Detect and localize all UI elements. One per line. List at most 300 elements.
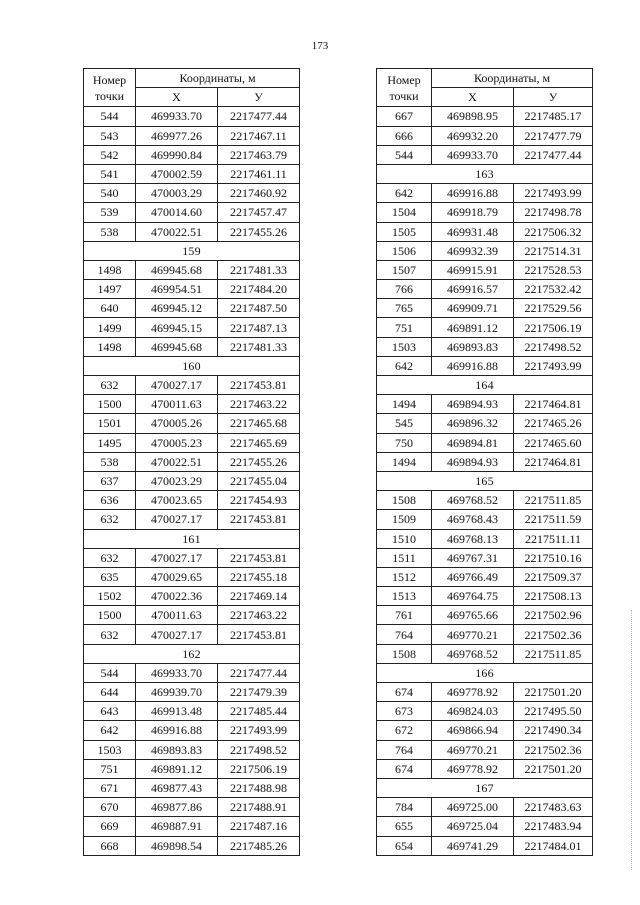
point-number-cell: 643	[84, 702, 136, 721]
coordinates-header: Координаты, м	[136, 69, 300, 88]
y-coordinate-cell: 2217483.94	[514, 817, 593, 836]
y-coordinate-cell: 2217477.44	[514, 145, 593, 164]
y-coordinate-cell: 2217457.47	[218, 203, 300, 222]
y-coordinate-cell: 2217493.99	[514, 184, 593, 203]
point-number-cell: 1511	[377, 548, 432, 567]
point-number-cell: 670	[84, 798, 136, 817]
x-coordinate-cell: 469916.57	[432, 280, 514, 299]
point-number-cell: 1501	[84, 414, 136, 433]
table-row	[84, 164, 300, 183]
section-row	[84, 356, 300, 375]
x-coordinate-cell: 470027.17	[136, 625, 218, 644]
y-coordinate-cell: 2217502.96	[514, 606, 593, 625]
point-number-cell: 542	[84, 145, 136, 164]
table-row	[377, 222, 593, 241]
point-number-cell: 1494	[377, 452, 432, 471]
x-coordinate-cell: 470029.65	[136, 567, 218, 586]
point-number-cell: 538	[84, 452, 136, 471]
point-number-header: Номер точки	[377, 69, 432, 107]
table-row	[377, 433, 593, 452]
y-coordinate-cell: 2217506.19	[218, 759, 300, 778]
point-number-cell: 538	[84, 222, 136, 241]
table-row	[377, 702, 593, 721]
x-coordinate-cell: 469909.71	[432, 299, 514, 318]
table-row	[377, 510, 593, 529]
table-row	[84, 663, 300, 682]
point-number-cell: 1508	[377, 491, 432, 510]
coordinates-header: Координаты, м	[432, 69, 593, 88]
y-coordinate-cell: 2217481.33	[218, 337, 300, 356]
section-row	[84, 644, 300, 663]
point-number-cell: 765	[377, 299, 432, 318]
table-row	[377, 280, 593, 299]
x-coordinate-cell: 469877.86	[136, 798, 218, 817]
point-number-cell: 632	[84, 510, 136, 529]
x-coordinate-cell: 469765.66	[432, 606, 514, 625]
x-coordinate-cell: 469778.92	[432, 759, 514, 778]
table-row	[84, 567, 300, 586]
x-coordinate-cell: 469916.88	[432, 184, 514, 203]
table-row	[84, 433, 300, 452]
y-coordinate-cell: 2217488.91	[218, 798, 300, 817]
table-row	[377, 529, 593, 548]
y-coordinate-cell: 2217510.16	[514, 548, 593, 567]
y-coordinate-cell: 2217479.39	[218, 683, 300, 702]
x-coordinate-cell: 470023.65	[136, 491, 218, 510]
scan-edge-marks	[631, 610, 634, 870]
coordinates-table-left	[83, 68, 300, 856]
table-row	[84, 260, 300, 279]
section-number: 163	[377, 164, 593, 183]
x-coordinate-cell: 470027.17	[136, 548, 218, 567]
table-row	[377, 126, 593, 145]
x-coordinate-cell: 469866.94	[432, 721, 514, 740]
point-number-cell: 674	[377, 759, 432, 778]
y-coordinate-cell: 2217469.14	[218, 587, 300, 606]
table-row	[377, 625, 593, 644]
table-row	[84, 836, 300, 855]
point-number-cell: 1503	[377, 337, 432, 356]
x-coordinate-cell: 469913.48	[136, 702, 218, 721]
x-coordinate-cell: 469768.43	[432, 510, 514, 529]
x-coordinate-cell: 469887.91	[136, 817, 218, 836]
table-row	[377, 606, 593, 625]
y-coordinate-cell: 2217461.11	[218, 164, 300, 183]
x-coordinate-cell: 469933.70	[136, 107, 218, 126]
table-row	[377, 721, 593, 740]
x-coordinate-cell: 469932.39	[432, 241, 514, 260]
y-coordinate-cell: 2217502.36	[514, 740, 593, 759]
x-coordinate-cell: 469939.70	[136, 683, 218, 702]
point-number-cell: 632	[84, 625, 136, 644]
y-coordinate-cell: 2217455.26	[218, 452, 300, 471]
x-coordinate-cell: 469933.70	[432, 145, 514, 164]
table-row	[377, 683, 593, 702]
y-column-header: У	[218, 88, 300, 107]
point-number-cell: 635	[84, 567, 136, 586]
point-number-cell: 1509	[377, 510, 432, 529]
y-coordinate-cell: 2217488.98	[218, 778, 300, 797]
table-row	[377, 318, 593, 337]
x-coordinate-cell: 469898.95	[432, 107, 514, 126]
section-number: 160	[84, 356, 300, 375]
page-number: 173	[311, 40, 329, 52]
y-coordinate-cell: 2217498.52	[514, 337, 593, 356]
y-coordinate-cell: 2217487.50	[218, 299, 300, 318]
table-row	[84, 203, 300, 222]
y-coordinate-cell: 2217463.22	[218, 606, 300, 625]
point-number-cell: 761	[377, 606, 432, 625]
x-coordinate-cell: 470011.63	[136, 606, 218, 625]
point-number-cell: 544	[84, 663, 136, 682]
table-row	[84, 395, 300, 414]
table-row	[377, 184, 593, 203]
table-row	[377, 644, 593, 663]
table-row	[377, 491, 593, 510]
x-coordinate-cell: 469933.70	[136, 663, 218, 682]
point-number-cell: 642	[377, 184, 432, 203]
point-number-cell: 636	[84, 491, 136, 510]
table-row	[84, 740, 300, 759]
y-coordinate-cell: 2217453.81	[218, 510, 300, 529]
y-coordinate-cell: 2217514.31	[514, 241, 593, 260]
x-coordinate-cell: 469770.21	[432, 740, 514, 759]
y-coordinate-cell: 2217460.92	[218, 184, 300, 203]
y-coordinate-cell: 2217508.13	[514, 587, 593, 606]
y-coordinate-cell: 2217465.68	[218, 414, 300, 433]
table-row	[84, 376, 300, 395]
table-row	[84, 414, 300, 433]
table-row	[377, 817, 593, 836]
section-row	[377, 471, 593, 490]
point-number-cell: 540	[84, 184, 136, 203]
table-row	[377, 798, 593, 817]
y-coordinate-cell: 2217477.44	[218, 107, 300, 126]
point-number-cell: 637	[84, 471, 136, 490]
x-coordinate-cell: 469764.75	[432, 587, 514, 606]
y-coordinate-cell: 2217487.16	[218, 817, 300, 836]
x-coordinate-cell: 469768.52	[432, 491, 514, 510]
table-row	[377, 299, 593, 318]
point-number-cell: 1499	[84, 318, 136, 337]
point-number-cell: 642	[377, 356, 432, 375]
y-coordinate-cell: 2217490.34	[514, 721, 593, 740]
y-coordinate-cell: 2217511.11	[514, 529, 593, 548]
y-coordinate-cell: 2217465.26	[514, 414, 593, 433]
x-coordinate-cell: 469725.04	[432, 817, 514, 836]
y-coordinate-cell: 2217487.13	[218, 318, 300, 337]
table-row	[84, 606, 300, 625]
point-number-cell: 544	[84, 107, 136, 126]
y-coordinate-cell: 2217501.20	[514, 759, 593, 778]
y-coordinate-cell: 2217465.60	[514, 433, 593, 452]
x-coordinate-cell: 470022.36	[136, 587, 218, 606]
point-number-cell: 1497	[84, 280, 136, 299]
x-coordinate-cell: 469894.93	[432, 395, 514, 414]
x-coordinate-cell: 469916.88	[432, 356, 514, 375]
table-row	[84, 491, 300, 510]
point-number-cell: 1513	[377, 587, 432, 606]
x-coordinate-cell: 469894.93	[432, 452, 514, 471]
y-coordinate-cell: 2217501.20	[514, 683, 593, 702]
table-row	[84, 510, 300, 529]
x-coordinate-cell: 469915.91	[432, 260, 514, 279]
x-coordinate-cell: 469824.03	[432, 702, 514, 721]
table-row	[84, 337, 300, 356]
point-number-cell: 751	[377, 318, 432, 337]
x-coordinate-cell: 470027.17	[136, 376, 218, 395]
y-coordinate-cell: 2217484.01	[514, 836, 593, 855]
y-coordinate-cell: 2217481.33	[218, 260, 300, 279]
point-number-cell: 545	[377, 414, 432, 433]
table-row	[377, 452, 593, 471]
point-number-cell: 750	[377, 433, 432, 452]
table-row	[84, 683, 300, 702]
table-row	[84, 625, 300, 644]
section-row	[377, 778, 593, 797]
x-coordinate-cell: 469778.92	[432, 683, 514, 702]
y-coordinate-cell: 2217511.59	[514, 510, 593, 529]
section-number: 164	[377, 376, 593, 395]
y-coordinate-cell: 2217493.99	[218, 721, 300, 740]
section-row	[84, 241, 300, 260]
table-row	[84, 702, 300, 721]
table-row	[377, 567, 593, 586]
point-number-cell: 672	[377, 721, 432, 740]
table-row	[84, 548, 300, 567]
x-coordinate-cell: 469891.12	[136, 759, 218, 778]
point-number-cell: 1494	[377, 395, 432, 414]
x-coordinate-cell: 470011.63	[136, 395, 218, 414]
x-coordinate-cell: 469898.54	[136, 836, 218, 855]
point-number-cell: 1495	[84, 433, 136, 452]
table-row	[84, 318, 300, 337]
x-coordinate-cell: 469932.20	[432, 126, 514, 145]
x-coordinate-cell: 469770.21	[432, 625, 514, 644]
y-coordinate-cell: 2217477.79	[514, 126, 593, 145]
y-coordinate-cell: 2217485.44	[218, 702, 300, 721]
point-number-cell: 666	[377, 126, 432, 145]
point-number-cell: 674	[377, 683, 432, 702]
point-number-cell: 673	[377, 702, 432, 721]
x-coordinate-cell: 469767.31	[432, 548, 514, 567]
x-coordinate-cell: 469725.00	[432, 798, 514, 817]
point-number-cell: 1506	[377, 241, 432, 260]
y-coordinate-cell: 2217528.53	[514, 260, 593, 279]
x-coordinate-cell: 470003.29	[136, 184, 218, 203]
x-coordinate-cell: 469768.13	[432, 529, 514, 548]
point-number-cell: 544	[377, 145, 432, 164]
y-coordinate-cell: 2217453.81	[218, 548, 300, 567]
table-row	[84, 471, 300, 490]
point-number-cell: 1507	[377, 260, 432, 279]
y-coordinate-cell: 2217529.56	[514, 299, 593, 318]
x-coordinate-cell: 470027.17	[136, 510, 218, 529]
y-coordinate-cell: 2217465.69	[218, 433, 300, 452]
table-row	[377, 759, 593, 778]
x-coordinate-cell: 470022.51	[136, 452, 218, 471]
point-number-cell: 640	[84, 299, 136, 318]
x-coordinate-cell: 470002.59	[136, 164, 218, 183]
point-number-cell: 751	[84, 759, 136, 778]
table-row	[377, 203, 593, 222]
x-coordinate-cell: 470023.29	[136, 471, 218, 490]
section-number: 159	[84, 241, 300, 260]
y-coordinate-cell: 2217483.63	[514, 798, 593, 817]
section-number: 162	[84, 644, 300, 663]
section-number: 166	[377, 663, 593, 682]
y-coordinate-cell: 2217485.26	[218, 836, 300, 855]
x-coordinate-cell: 469894.81	[432, 433, 514, 452]
point-number-cell: 668	[84, 836, 136, 855]
table-row	[377, 587, 593, 606]
point-number-cell: 1510	[377, 529, 432, 548]
y-coordinate-cell: 2217464.81	[514, 395, 593, 414]
point-number-cell: 1508	[377, 644, 432, 663]
x-coordinate-cell: 469877.43	[136, 778, 218, 797]
y-coordinate-cell: 2217454.93	[218, 491, 300, 510]
point-number-cell: 1505	[377, 222, 432, 241]
table-row	[377, 836, 593, 855]
section-number: 167	[377, 778, 593, 797]
table-row	[377, 241, 593, 260]
x-coordinate-cell: 469891.12	[432, 318, 514, 337]
point-number-cell: 1512	[377, 567, 432, 586]
point-number-cell: 654	[377, 836, 432, 855]
y-coordinate-cell: 2217467.11	[218, 126, 300, 145]
y-coordinate-cell: 2217485.17	[514, 107, 593, 126]
x-coordinate-cell: 469766.49	[432, 567, 514, 586]
table-row	[377, 145, 593, 164]
point-number-cell: 1504	[377, 203, 432, 222]
y-coordinate-cell: 2217455.18	[218, 567, 300, 586]
x-coordinate-cell: 469945.68	[136, 337, 218, 356]
point-number-cell: 1502	[84, 587, 136, 606]
point-number-cell: 1498	[84, 337, 136, 356]
y-coordinate-cell: 2217495.50	[514, 702, 593, 721]
y-coordinate-cell: 2217484.20	[218, 280, 300, 299]
x-coordinate-cell: 469945.15	[136, 318, 218, 337]
point-number-cell: 539	[84, 203, 136, 222]
x-coordinate-cell: 469977.26	[136, 126, 218, 145]
y-coordinate-cell: 2217493.99	[514, 356, 593, 375]
table-row	[84, 778, 300, 797]
point-number-cell: 632	[84, 376, 136, 395]
section-number: 161	[84, 529, 300, 548]
table-row	[84, 299, 300, 318]
table-row	[84, 280, 300, 299]
x-coordinate-cell: 469954.51	[136, 280, 218, 299]
y-coordinate-cell: 2217463.22	[218, 395, 300, 414]
point-number-cell: 632	[84, 548, 136, 567]
table-row	[84, 452, 300, 471]
y-coordinate-cell: 2217453.81	[218, 625, 300, 644]
y-coordinate-cell: 2217532.42	[514, 280, 593, 299]
x-coordinate-cell: 469916.88	[136, 721, 218, 740]
x-coordinate-cell: 469893.83	[136, 740, 218, 759]
x-coordinate-cell: 470014.60	[136, 203, 218, 222]
table-row	[84, 587, 300, 606]
x-coordinate-cell: 469768.52	[432, 644, 514, 663]
y-coordinate-cell: 2217509.37	[514, 567, 593, 586]
table-row	[84, 798, 300, 817]
coordinates-table-right	[376, 68, 593, 856]
y-coordinate-cell: 2217477.44	[218, 663, 300, 682]
y-coordinate-cell: 2217455.04	[218, 471, 300, 490]
table-row	[84, 107, 300, 126]
point-number-cell: 667	[377, 107, 432, 126]
x-coordinate-cell: 469945.68	[136, 260, 218, 279]
table-row	[84, 721, 300, 740]
point-number-cell: 1500	[84, 395, 136, 414]
y-coordinate-cell: 2217498.52	[218, 740, 300, 759]
point-number-cell: 1498	[84, 260, 136, 279]
x-coordinate-cell: 469896.32	[432, 414, 514, 433]
point-number-cell: 764	[377, 625, 432, 644]
table-row	[377, 337, 593, 356]
point-number-header: Номер точки	[84, 69, 136, 107]
x-coordinate-cell: 470005.23	[136, 433, 218, 452]
y-coordinate-cell: 2217511.85	[514, 491, 593, 510]
x-coordinate-cell: 469741.29	[432, 836, 514, 855]
x-coordinate-cell: 470022.51	[136, 222, 218, 241]
y-coordinate-cell: 2217502.36	[514, 625, 593, 644]
point-number-cell: 642	[84, 721, 136, 740]
y-coordinate-cell: 2217453.81	[218, 376, 300, 395]
table-row	[84, 145, 300, 164]
table-row	[84, 184, 300, 203]
x-coordinate-cell: 469918.79	[432, 203, 514, 222]
point-number-cell: 764	[377, 740, 432, 759]
table-row	[84, 817, 300, 836]
section-row	[377, 376, 593, 395]
point-number-cell: 644	[84, 683, 136, 702]
y-coordinate-cell: 2217506.32	[514, 222, 593, 241]
x-coordinate-cell: 469945.12	[136, 299, 218, 318]
table-row	[377, 356, 593, 375]
point-number-cell: 1500	[84, 606, 136, 625]
table-row	[377, 260, 593, 279]
table-row	[377, 548, 593, 567]
y-coordinate-cell: 2217463.79	[218, 145, 300, 164]
point-number-cell: 543	[84, 126, 136, 145]
y-coordinate-cell: 2217464.81	[514, 452, 593, 471]
x-column-header: Х	[136, 88, 218, 107]
y-coordinate-cell: 2217498.78	[514, 203, 593, 222]
x-coordinate-cell: 469931.48	[432, 222, 514, 241]
y-coordinate-cell: 2217511.85	[514, 644, 593, 663]
y-column-header: У	[514, 88, 593, 107]
x-column-header: Х	[432, 88, 514, 107]
point-number-cell: 669	[84, 817, 136, 836]
section-number: 165	[377, 471, 593, 490]
point-number-cell: 671	[84, 778, 136, 797]
section-row	[377, 164, 593, 183]
x-coordinate-cell: 469990.84	[136, 145, 218, 164]
point-number-cell: 1503	[84, 740, 136, 759]
point-number-cell: 655	[377, 817, 432, 836]
table-row	[377, 107, 593, 126]
table-row	[377, 395, 593, 414]
point-number-cell: 541	[84, 164, 136, 183]
point-number-cell: 784	[377, 798, 432, 817]
table-row	[84, 222, 300, 241]
point-number-cell: 766	[377, 280, 432, 299]
section-row	[84, 529, 300, 548]
section-row	[377, 663, 593, 682]
table-row	[84, 126, 300, 145]
y-coordinate-cell: 2217455.26	[218, 222, 300, 241]
